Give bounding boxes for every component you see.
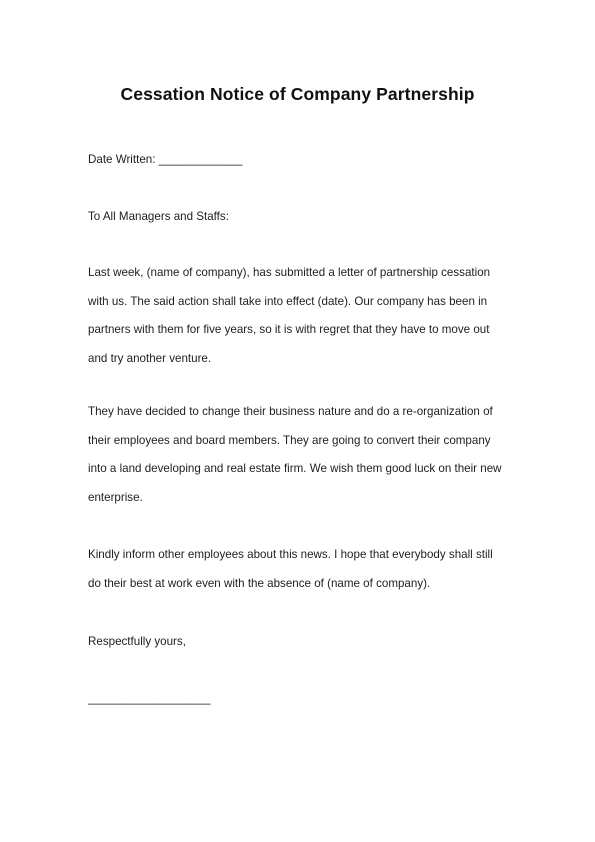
paragraph-line: with us. The said action shall take into effect (date). Our company has been in [88,294,488,308]
paragraph-3 [88,548,493,605]
paragraph-line: Kindly inform other employees about this news. I hope that everybody shall still [88,548,493,561]
paragraph-line: They have decided to change their business nature and do a re-organization of [88,405,493,418]
paragraph-line: their employees and board members. They are going to convert their company [88,433,491,447]
closing: Respectfully yours, [88,635,186,648]
paragraph-line: Last week, (name of company), has submitted a letter of partnership cessation [88,266,491,279]
signature-line: ___________________ [88,692,211,705]
paragraph-line: partners with them for five years, so it is with regret that they have to move out [88,323,490,337]
paragraph-1 [88,266,490,380]
salutation: To All Managers and Staffs: [88,210,229,223]
paragraph-line: do their best at work even with the absence of (name of company). [88,576,431,590]
paragraph-line: enterprise. [88,490,143,504]
paragraph-line: and try another venture. [88,351,212,365]
paragraph-2 [88,405,502,519]
document-title: Cessation Notice of Company Partnership [120,84,475,104]
paragraph-line: into a land developing and real estate firm. We wish them good luck on their new [88,462,502,476]
date-written-line: Date Written: _____________ [88,153,243,166]
